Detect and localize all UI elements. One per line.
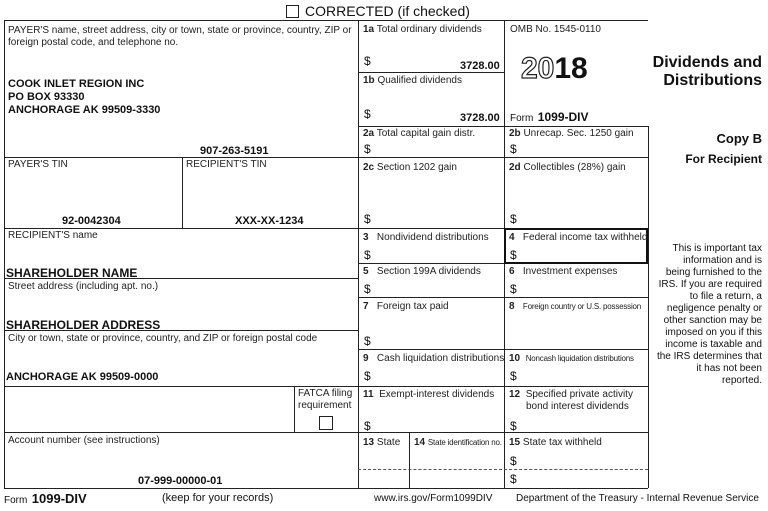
city-label: City or town, state or province, country, and ZIP or foreign postal code xyxy=(8,333,318,344)
box11-currency: $ xyxy=(364,419,371,433)
omb-form-prefix: Form xyxy=(510,113,534,124)
payer-phone: 907-263-5191 xyxy=(200,145,269,157)
box12-label-line2: bond interest dividends xyxy=(526,401,629,412)
box6-currency: $ xyxy=(510,282,517,296)
box2a-num: 2a xyxy=(363,128,375,139)
box2b-text: Unrecap. Sec. 1250 gain xyxy=(523,128,634,139)
box11-num: 11 xyxy=(363,389,374,400)
box8-text: Foreign country or U.S. possession xyxy=(522,302,642,311)
box3-label xyxy=(363,232,489,244)
box12-label xyxy=(509,389,633,401)
box3-text: Nondividend distributions xyxy=(376,232,489,243)
box15-text: State tax withheld xyxy=(522,437,602,448)
box7-currency: $ xyxy=(364,334,371,348)
state-divider-1 xyxy=(409,432,410,488)
copy-title: Copy B xyxy=(716,131,762,146)
account-label: Account number (see instructions) xyxy=(8,435,160,446)
recipient-tin: XXX-XX-1234 xyxy=(235,215,304,227)
box11-top xyxy=(358,386,648,387)
box7-num: 7 xyxy=(363,301,369,312)
box4-currency: $ xyxy=(510,248,517,262)
box10-label xyxy=(509,353,634,365)
box2c-text: Section 1202 gain xyxy=(376,162,457,173)
box15-currency-1: $ xyxy=(510,454,517,468)
box12-currency: $ xyxy=(510,419,517,433)
box7-text: Foreign tax paid xyxy=(376,301,449,312)
box2a-text: Total capital gain distr. xyxy=(376,128,476,139)
box11-text: Exempt-interest dividends xyxy=(379,389,495,400)
box5-label xyxy=(363,266,481,278)
recipient-tin-label: RECIPIENT'S TIN xyxy=(186,159,267,170)
tax-year-prefix: 20 xyxy=(521,52,555,85)
footer-form-prefix: Form xyxy=(4,495,28,506)
box7-label xyxy=(363,301,449,313)
tin-divider xyxy=(182,157,183,228)
corrected-checkbox[interactable] xyxy=(286,5,299,18)
street-label: Street address (including apt. no.) xyxy=(8,281,159,292)
box7-top xyxy=(358,297,648,298)
payer-street: PO BOX 93330 xyxy=(8,91,85,103)
fatca-label-line2: requirement xyxy=(298,400,352,411)
form-top-border xyxy=(4,20,648,21)
omb-form-name: 1099-DIV xyxy=(537,110,589,124)
box13-label xyxy=(363,437,400,449)
box9-text: Cash liquidation distributions xyxy=(376,353,505,364)
box4-text: Federal income tax withheld xyxy=(522,232,648,243)
box2b-currency: $ xyxy=(510,142,517,156)
box2d-text: Collectibles (28%) gain xyxy=(523,162,626,173)
corrected-label: CORRECTED (if checked) xyxy=(305,3,470,19)
box1b-label xyxy=(363,75,462,87)
account-number: 07-999-00000-01 xyxy=(138,475,223,487)
box6-label xyxy=(509,266,617,278)
box1a-currency: $ xyxy=(364,54,371,68)
box14-label xyxy=(414,437,502,449)
box1b-num: 1b xyxy=(363,75,375,86)
box9-label xyxy=(363,353,504,365)
payer-info-label: PAYER'S name, street address, city or town, state or province, country, ZIP or foreign postal code, and telephone no. xyxy=(8,25,352,48)
box8-num: 8 xyxy=(509,301,515,312)
box13-num: 13 xyxy=(363,437,375,448)
box13-text: State xyxy=(376,437,401,448)
box14-num: 14 xyxy=(414,437,426,448)
box1b-value: 3728.00 xyxy=(460,112,500,124)
box9-top xyxy=(358,349,648,350)
footer-form-id xyxy=(4,490,87,508)
box2a-label xyxy=(363,128,475,140)
payer-tin-top xyxy=(4,157,358,158)
box2d-num: 2d xyxy=(509,162,521,173)
fatca-label-line1: FATCA filing xyxy=(298,388,353,399)
payer-tin: 92-0042304 xyxy=(62,215,121,227)
box5-text: Section 199A dividends xyxy=(376,266,481,277)
box5-currency: $ xyxy=(364,282,371,296)
col-divider-3 xyxy=(648,126,649,488)
box13-top xyxy=(358,432,648,433)
tax-year xyxy=(521,52,588,86)
copy-subtitle: For Recipient xyxy=(685,152,762,166)
recipient-city: ANCHORAGE AK 99509-0000 xyxy=(6,371,159,383)
box15-currency-2: $ xyxy=(510,472,517,486)
recipient-street: SHAREHOLDER ADDRESS xyxy=(6,318,161,332)
box11-label xyxy=(363,389,494,401)
payer-name: COOK INLET REGION INC xyxy=(8,78,145,90)
box1a-text: Total ordinary dividends xyxy=(376,24,482,35)
fatca-checkbox[interactable] xyxy=(319,416,333,430)
box12-num: 12 xyxy=(509,389,521,400)
box15-num: 15 xyxy=(509,437,521,448)
fatca-top xyxy=(4,386,358,387)
box2b-num: 2b xyxy=(509,128,521,139)
box9-currency: $ xyxy=(364,369,371,383)
box6-text: Investment expenses xyxy=(522,266,618,277)
box10-currency: $ xyxy=(510,369,517,383)
form-title xyxy=(610,54,762,90)
box3-num: 3 xyxy=(363,232,369,243)
box15-label xyxy=(509,437,602,449)
account-top xyxy=(4,432,358,433)
box4-label xyxy=(509,232,647,244)
fatca-divider xyxy=(294,386,295,432)
box2b-label xyxy=(509,128,634,140)
box1b-top xyxy=(358,72,504,73)
recipient-name: SHAREHOLDER NAME xyxy=(6,266,138,280)
box2c-currency: $ xyxy=(364,212,371,226)
box1a-label xyxy=(363,24,482,36)
box6-num: 6 xyxy=(509,266,515,277)
box2a-top xyxy=(358,126,648,127)
box1b-text: Qualified dividends xyxy=(377,75,462,86)
box1a-value: 3728.00 xyxy=(460,60,500,72)
omb-form-id xyxy=(510,108,589,126)
copy-notice: This is important tax information and is being furnished to the IRS. If you are required to file a return, a negligence penalty or other sanction may be imposed on you if this income is taxable and the IRS determines that it has not been reported. xyxy=(656,243,762,386)
payer-city: ANCHORAGE AK 99509-3330 xyxy=(8,104,161,116)
box2d-currency: $ xyxy=(510,212,517,226)
box3-currency: $ xyxy=(364,248,371,262)
omb-number: OMB No. 1545-0110 xyxy=(510,24,601,35)
box2c-top xyxy=(358,157,648,158)
footer-department: Department of the Treasury - Internal Revenue Service xyxy=(516,493,759,504)
box14-text: State identification no. xyxy=(427,438,502,447)
footer-form-name: 1099-DIV xyxy=(31,491,87,506)
payer-tin-label: PAYER'S TIN xyxy=(8,159,68,170)
box2a-currency: $ xyxy=(364,142,371,156)
box2c-label xyxy=(363,162,457,174)
form-left-border xyxy=(4,20,5,488)
footer-url: www.irs.gov/Form1099DIV xyxy=(374,493,493,504)
box8-label xyxy=(509,301,641,313)
box5-num: 5 xyxy=(363,266,369,277)
col-divider-1 xyxy=(358,20,359,488)
box4-num: 4 xyxy=(509,232,515,243)
form-bottom-border xyxy=(4,488,648,489)
box1b-currency: $ xyxy=(364,107,371,121)
box12-text-line1: Specified private activity xyxy=(525,389,633,400)
state-line-divider xyxy=(358,469,648,470)
box9-num: 9 xyxy=(363,353,369,364)
form-title-line2: Distributions xyxy=(663,72,762,89)
box2d-label xyxy=(509,162,626,174)
box10-text: Noncash liquidation distributions xyxy=(525,354,634,363)
box10-num: 10 xyxy=(509,353,521,364)
recipient-name-top xyxy=(4,228,358,229)
footer-keep: (keep for your records) xyxy=(162,492,274,504)
form-title-line1: Dividends and xyxy=(652,54,762,71)
box2c-num: 2c xyxy=(363,162,375,173)
recipient-name-label: RECIPIENT'S name xyxy=(8,230,98,241)
box1a-num: 1a xyxy=(363,24,375,35)
tax-year-suffix: 18 xyxy=(554,52,588,85)
